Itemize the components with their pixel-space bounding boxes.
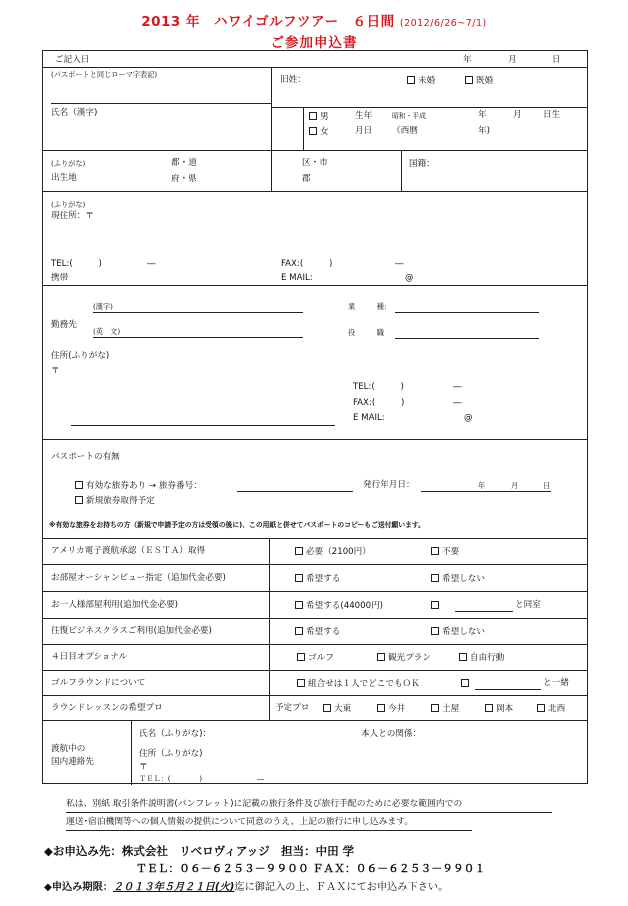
passport-number-field[interactable] (237, 491, 353, 492)
golf-with-checkbox[interactable] (461, 679, 469, 687)
birth-year: 年 (478, 110, 487, 120)
issue-date-field[interactable] (421, 491, 551, 492)
fill-date-month: 月 (508, 55, 517, 65)
ocean-view-no-checkbox[interactable] (431, 574, 439, 582)
birth-year-close: 年) (478, 126, 490, 136)
home-fax-label: FAX:( ) (281, 259, 333, 269)
pro-checkbox-kitanishi[interactable] (537, 704, 545, 712)
email-at: @ (405, 273, 414, 283)
home-fax-dash: ― (395, 259, 404, 269)
contact-label-2: 国内連絡先 (51, 757, 94, 767)
married-option[interactable]: 既婚 (465, 76, 493, 86)
contact-postal: 〒 (139, 762, 148, 772)
passport-valid-option[interactable]: 有効な旅券あり → 旅券番号： (75, 481, 202, 491)
esta-need-option[interactable]: 必要（2100円） (295, 547, 371, 557)
title-line (0, 10, 628, 30)
work-email-label: E MAIL: (353, 413, 385, 423)
birthplace-furigana: (ふりがな) (51, 159, 86, 168)
application-form (42, 50, 588, 784)
contact-label-1: 渡航中の (51, 744, 86, 754)
deadline-date: ２０１３年５月２１日(火) (112, 882, 235, 893)
unmarried-option[interactable]: 未婚 (407, 76, 435, 86)
work-tel-label: TEL:( ) (353, 382, 404, 392)
romaji-name-field[interactable] (51, 103, 271, 104)
golf-round-label: ゴルフラウンドについて (51, 678, 146, 688)
old-surname-label: 旧姓： (280, 75, 306, 85)
contact-tel-dash: ― (257, 774, 265, 783)
position-field[interactable] (395, 338, 539, 339)
pro-checkbox-imai[interactable] (377, 704, 385, 712)
male-option[interactable]: 男 (309, 112, 329, 122)
ocean-view-yes-option[interactable]: 希望する (295, 574, 340, 584)
sightseeing-checkbox[interactable] (377, 653, 385, 661)
male-checkbox[interactable] (309, 112, 317, 120)
birth-label-2: 月日 (355, 126, 373, 136)
married-checkbox[interactable] (465, 76, 473, 84)
romaji-note: (パスポートと同じローマ字表記) (51, 70, 158, 79)
pro-option-daito[interactable]: 大東 (323, 704, 351, 714)
pro-option-tsuchiya[interactable]: 土屋 (431, 704, 459, 714)
gun-label: 郡 (302, 174, 311, 184)
consent-line-2: 運送･宿泊機関等への個人情報の提供について同意のうえ、上記の旅行に申し込みます。 (66, 817, 414, 827)
title-dates: (2012/6/26~7/1) (399, 18, 487, 29)
work-fax-dash: ― (453, 398, 462, 408)
golf-option[interactable]: ゴルフ (297, 653, 334, 663)
fill-date-year: 年 (463, 55, 472, 65)
free-activity-checkbox[interactable] (459, 653, 467, 661)
pro-option-kitanishi[interactable]: 北西 (537, 704, 565, 714)
free-activity-option[interactable]: 自由行動 (459, 653, 504, 663)
work-address-field[interactable] (71, 425, 335, 426)
share-room-option[interactable] (431, 601, 442, 611)
pro-checkbox-tsuchiya[interactable] (431, 704, 439, 712)
share-room-checkbox[interactable] (431, 601, 439, 609)
optional-day4-label: ４日目オプショナル (51, 652, 128, 662)
business-yes-checkbox[interactable] (295, 627, 303, 635)
ku-shi-label: 区・市 (302, 158, 328, 168)
share-room-label: と同室 (515, 600, 541, 610)
planned-pro-label: 予定プロ (275, 703, 310, 713)
industry-field[interactable] (395, 312, 539, 313)
esta-not-need-checkbox[interactable] (431, 547, 439, 555)
birthplace-label: 出生地 (51, 173, 77, 183)
single-room-yes-checkbox[interactable] (295, 601, 303, 609)
era-label: 昭和・平成 (392, 112, 426, 120)
ocean-view-label: お部屋オーシャンビュー指定（追加代金必要) (51, 573, 226, 583)
birth-month: 月 (513, 110, 522, 120)
work-english-field[interactable] (93, 337, 303, 338)
issue-month: 月 (511, 481, 519, 490)
ocean-view-yes-checkbox[interactable] (295, 574, 303, 582)
industry-label: 業 種: (348, 302, 387, 311)
home-tel-label: TEL:( ) (51, 259, 102, 269)
pro-option-imai[interactable]: 今井 (377, 704, 405, 714)
female-option[interactable]: 女 (309, 127, 329, 137)
deadline-suffix: 迄に御記入の上、ＦＡＸにてお申込み下さい。 (234, 882, 449, 893)
deadline-prefix: ◆申込み期限： (44, 882, 113, 893)
esta-label: アメリカ電子渡航承認（ＥＳＴＡ）取得 (51, 546, 206, 556)
golf-partner-field[interactable] (475, 689, 541, 690)
position-label: 役 職 (348, 328, 384, 337)
passport-valid-checkbox[interactable] (75, 481, 83, 489)
consent-line-1: 私は、別紙 取引条件説明書(パンフレット)に記載の旅行条件及び旅行手配のために必要な範囲内での (66, 799, 463, 809)
esta-not-need-option[interactable]: 不要 (431, 547, 459, 557)
to-do-label: 都・道 (171, 158, 197, 168)
contact-address-label: 住所（ふりがな) (139, 749, 203, 759)
contact-name-label: 氏名（ふりがな)： (139, 729, 212, 739)
current-address-label: 現住所：〒 (51, 211, 94, 221)
unmarried-checkbox[interactable] (407, 76, 415, 84)
work-fax-label: FAX:( ) (353, 398, 405, 408)
sightseeing-option[interactable]: 観光プラン (377, 653, 431, 663)
ocean-view-no-option[interactable]: 希望しない (431, 574, 485, 584)
fu-ken-label: 府・県 (171, 174, 197, 184)
work-email-at: @ (464, 413, 473, 423)
business-yes-option[interactable]: 希望する (295, 627, 340, 637)
contact-tel-fax: ＴＥＬ：０６－６２５３－９９００ ＦＡＸ：０６－６２５３－９９０１ (136, 862, 486, 875)
golf-with-label: と一緒 (543, 678, 569, 688)
birth-label-1: 生年 (355, 111, 373, 121)
name-kanji-label: 氏名（漢字) (51, 108, 98, 118)
issue-year: 年 (478, 481, 486, 490)
work-label: 勤務先 (51, 320, 77, 330)
golf-anyone-checkbox[interactable] (297, 679, 305, 687)
work-tel-dash: ― (453, 382, 462, 392)
pro-checkbox-okamoto[interactable] (485, 704, 493, 712)
pro-option-okamoto[interactable]: 岡本 (485, 704, 513, 714)
esta-need-checkbox[interactable] (295, 547, 303, 555)
work-english-label: (英 文) (93, 327, 121, 336)
contact-tel-label: ＴＥＬ：( ) (139, 774, 203, 783)
female-checkbox[interactable] (309, 127, 317, 135)
form-title: ご参加申込書 (270, 35, 358, 51)
work-postal: 〒 (51, 366, 60, 376)
issue-day: 日 (543, 481, 551, 490)
passport-new-option[interactable]: 新規旅券取得予定 (75, 496, 155, 506)
golf-with-option[interactable] (461, 679, 472, 689)
passport-new-checkbox[interactable] (75, 496, 83, 504)
work-kanji-field[interactable] (93, 312, 303, 313)
share-room-name-field[interactable] (455, 611, 513, 612)
golf-anyone-option[interactable]: 組合せは１人でどこでもＯＫ (297, 679, 420, 689)
fill-date-day: 日 (552, 55, 561, 65)
mobile-label: 携帯 (51, 273, 69, 283)
business-no-option[interactable]: 希望しない (431, 627, 485, 637)
business-no-checkbox[interactable] (431, 627, 439, 635)
contact-relation-label: 本人との関係： (361, 729, 422, 739)
single-room-label: お一人様部屋利用(追加代金必要) (51, 600, 179, 610)
address-furigana: (ふりがな) (51, 200, 86, 209)
work-address-label: 住所(ふりがな) (51, 351, 110, 361)
email-label: E MAIL: (281, 273, 313, 283)
business-class-label: 往復ビジネスクラスご利用(追加代金必要) (51, 626, 212, 636)
deadline (44, 883, 448, 893)
passport-label: パスポートの有無 (51, 452, 120, 462)
title-main: 2013 年 ハワイゴルフツアー ６日間 (141, 14, 395, 30)
issue-date-label: 発行年月日： (363, 480, 415, 490)
fill-date-label: ご記入日 (55, 55, 90, 65)
work-kanji-label: (漢字) (93, 302, 113, 311)
single-room-yes-option[interactable]: 希望する(44000円) (295, 601, 383, 611)
pro-checkbox-daito[interactable] (323, 704, 331, 712)
home-tel-dash: ― (147, 259, 156, 269)
lesson-pro-label: ラウンドレッスンの希望プロ (51, 703, 163, 713)
golf-checkbox[interactable] (297, 653, 305, 661)
birth-day: 日生 (543, 110, 561, 120)
nationality-label: 国籍： (409, 159, 435, 169)
seireki-label: （西暦 (392, 126, 418, 136)
passport-note: ※有効な旅券をお持ちの方（新規で申請予定の方は受領の後に)、この用紙と併せてパスポートのコピーもご送付願います。 (49, 521, 425, 529)
apply-to: ◆お申込み先：株式会社 リベロヴィアッジ 担当：中田 学 (44, 844, 355, 858)
